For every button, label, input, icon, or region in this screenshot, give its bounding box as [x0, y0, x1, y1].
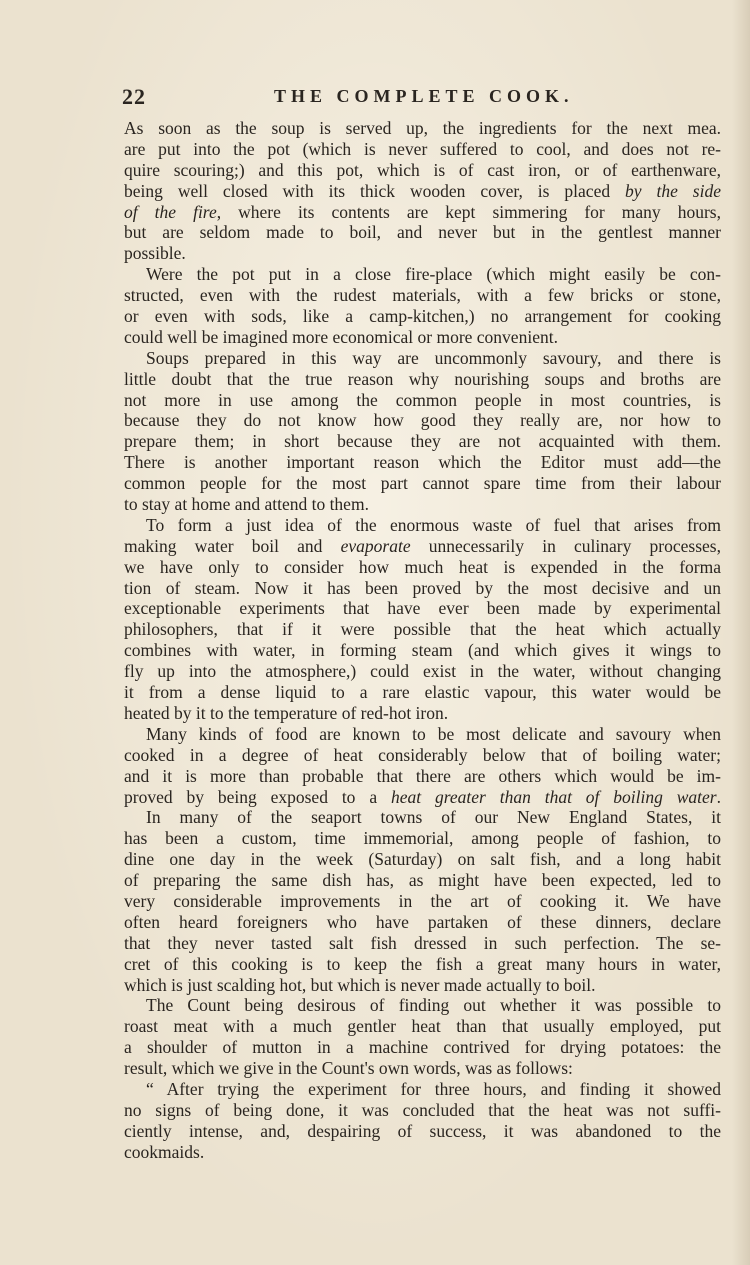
text-line: tion of steam. Now it has been proved by the most decisive and un — [124, 577, 721, 598]
running-head — [122, 84, 722, 108]
text-line: prepare them; in short because they are not acquainted with them. — [124, 431, 721, 452]
text-line: it from a dense liquid to a rare elastic vapour, this water would be — [124, 682, 721, 703]
text-line: Soups prepared in this way are uncommonly savoury, and there is — [146, 347, 721, 368]
text-line: quire scouring;) and this pot, which is of cast iron, or of earthenware, — [124, 159, 721, 180]
text-line: to stay at home and attend to them. — [124, 494, 369, 515]
text-line: possible. — [124, 243, 186, 264]
text-line: cooked in a degree of heat considerably below that of boiling water; — [124, 744, 721, 765]
text-line: of preparing the same dish has, as might have been expected, led to — [124, 870, 721, 891]
book-title: THE COMPLETE COOK. — [274, 86, 574, 106]
text-line: “ After trying the experiment for three hours, and finding it showed — [146, 1078, 721, 1099]
text-line: result, which we give in the Count's own words, was as follows: — [124, 1058, 573, 1079]
text-line: Were the pot put in a close fire-place (which might easily be con- — [146, 264, 721, 285]
text-line: or even with sods, like a camp-kitchen,) no arrangement for cooking — [124, 306, 721, 327]
text-line: has been a custom, time immemorial, among people of fashion, to — [124, 828, 721, 849]
text-line: are put into the pot (which is never suffered to cool, and does not re- — [124, 138, 721, 159]
text-line: To form a just idea of the enormous waste of fuel that arises from — [146, 514, 721, 535]
text-line: There is another important reason which the Editor must add—the — [124, 452, 721, 473]
text-line: heated by it to the temperature of red-hot iron. — [124, 702, 449, 723]
text-line: ciently intense, and, despairing of success, it was abandoned to the — [124, 1120, 721, 1141]
text-line: fly up into the atmosphere,) could exist in the water, without changing — [124, 661, 721, 682]
text-line: being well closed with its thick wooden cover, is placed by the side — [124, 180, 721, 201]
text-line: making water boil and evaporate unnecessarily in culinary processes, — [124, 535, 721, 556]
text-line: In many of the seaport towns of our New England States, it — [146, 807, 721, 828]
text-line: proved by being exposed to a heat greater than that of boiling water. — [124, 786, 721, 807]
text-line: common people for the most part cannot spare time from their labour — [124, 473, 721, 494]
text-line: no signs of being done, it was concluded that the heat was not suffi- — [124, 1099, 721, 1120]
text-line: The Count being desirous of finding out whether it was possible to — [146, 995, 721, 1016]
text-line: combines with water, in forming steam (and which gives it wings to — [124, 640, 721, 661]
text-line: Many kinds of food are known to be most delicate and savoury when — [146, 723, 721, 744]
page-edge-shadow — [732, 0, 750, 1265]
text-line: of the fire, where its contents are kept simmering for many hours, — [124, 201, 721, 222]
text-line: and it is more than probable that there are others which would be im- — [124, 765, 721, 786]
text-line: cookmaids. — [124, 1141, 205, 1162]
text-line: but are seldom made to boil, and never but in the gentlest manner — [124, 222, 721, 243]
text-line: structed, even with the rudest materials, with a few bricks or stone, — [124, 285, 721, 306]
body-text — [124, 118, 721, 1163]
text-line: that they never tasted salt fish dressed in such perfection. The se- — [124, 932, 721, 953]
text-line: little doubt that the true reason why nourishing soups and broths are — [124, 368, 721, 389]
text-line: As soon as the soup is served up, the ingredients for the next mea. — [124, 118, 721, 138]
text-line: not more in use among the common people in most countries, is — [124, 389, 721, 410]
text-line: cret of this cooking is to keep the fish a great many hours in water, — [124, 953, 721, 974]
text-line: we have only to consider how much heat is expended in the forma — [124, 556, 721, 577]
text-line: philosophers, that if it were possible that the heat which actually — [124, 619, 721, 640]
page-number: 22 — [122, 84, 146, 109]
text-line: a shoulder of mutton in a machine contrived for drying potatoes: the — [124, 1037, 721, 1058]
text-line: roast meat with a much gentler heat than that usually employed, put — [124, 1016, 721, 1037]
text-line: dine one day in the week (Saturday) on salt fish, and a long habit — [124, 849, 721, 870]
text-line: often heard foreigners who have partaken of these dinners, declare — [124, 911, 721, 932]
text-line: which is just scalding hot, but which is never made actually to boil. — [124, 974, 596, 995]
text-line: because they do not know how good they really are, nor how to — [124, 410, 721, 431]
text-line: very considerable improvements in the art of cooking it. We have — [124, 890, 721, 911]
text-line: could well be imagined more economical or more convenient. — [124, 326, 558, 347]
text-line: exceptionable experiments that have ever been made by experimental — [124, 598, 721, 619]
